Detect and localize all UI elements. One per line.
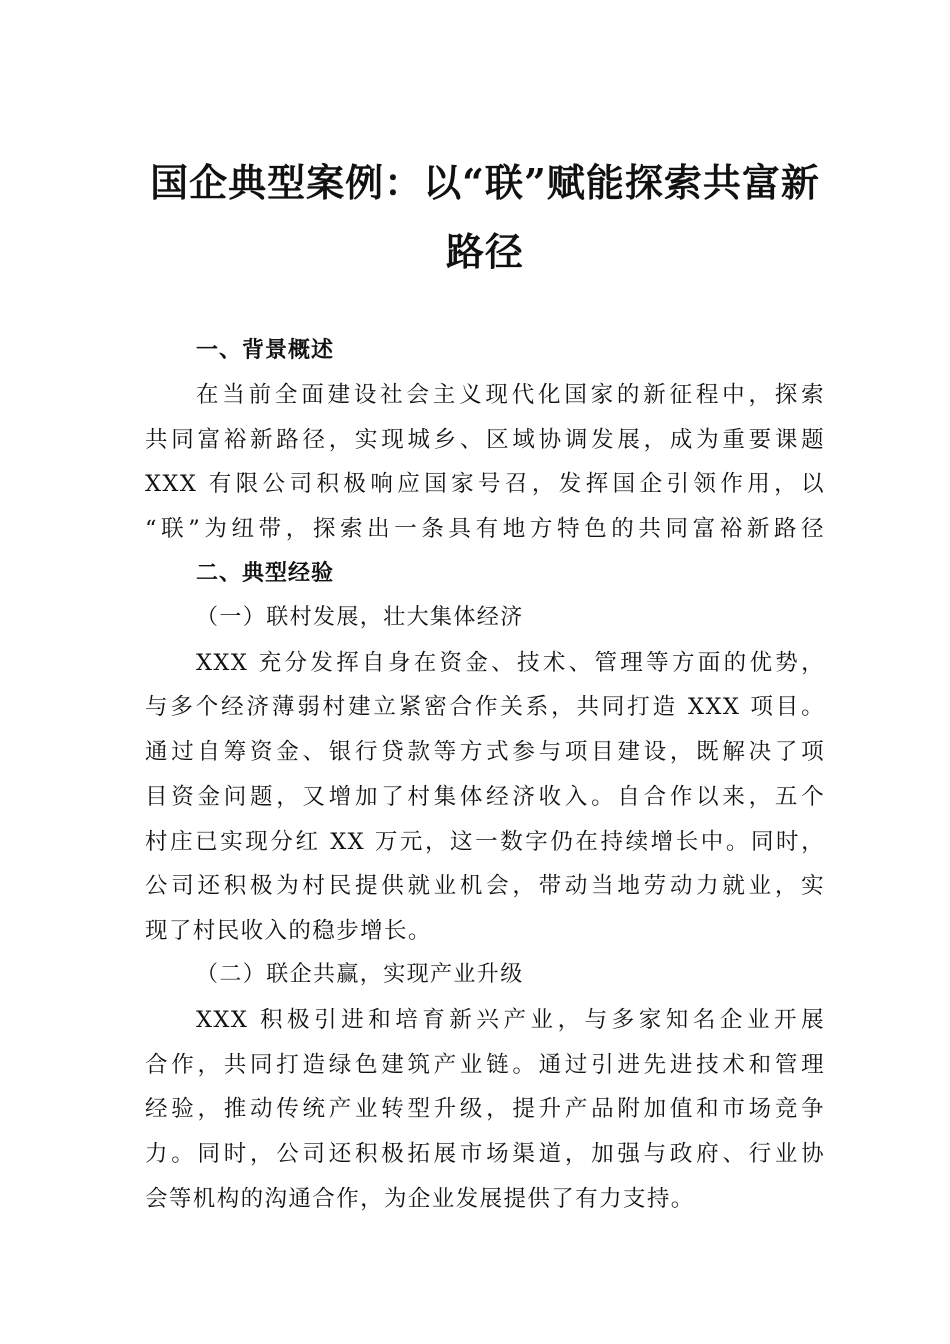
paragraph-line: 会等机构的沟通合作，为企业发展提供了有力支持。 xyxy=(145,1186,695,1212)
paragraph-line: 在当前全面建设社会主义现代化国家的新征程中，探索 xyxy=(196,382,825,408)
paragraph-line: 通过自筹资金、银行贷款等方式参与项目建设，既解决了项 xyxy=(145,739,825,765)
document-title-line-1: 国企典型案例：以“联”赋能探索共富新 xyxy=(150,160,820,205)
paragraph-line: XXX 有限公司积极响应国家号召，发挥国企引领作用，以 xyxy=(145,471,825,497)
paragraph-line: 村庄已实现分红 XX 万元，这一数字仍在持续增长中。同时， xyxy=(145,829,825,855)
paragraph-line: 与多个经济薄弱村建立紧密合作关系，共同打造 XXX 项目。 xyxy=(145,694,825,720)
paragraph-line: 共同富裕新路径，实现城乡、区域协调发展，成为重要课题 xyxy=(145,427,825,453)
paragraph-line: 合作，共同打造绿色建筑产业链。通过引进先进技术和管理 xyxy=(145,1052,825,1078)
section-heading-experience: 二、典型经验 xyxy=(196,561,335,586)
paragraph-line: “联”为纽带，探索出一条具有地方特色的共同富裕新路径 xyxy=(145,516,825,542)
document-title-line-2: 路径 xyxy=(445,229,524,274)
paragraph-line: 力。同时，公司还积极拓展市场渠道，加强与政府、行业协 xyxy=(145,1141,825,1167)
section-heading-background: 一、背景概述 xyxy=(196,338,335,363)
paragraph-line: 经验，推动传统产业转型升级，提升产品附加值和市场竞争 xyxy=(145,1096,825,1122)
paragraph-line: 目资金问题，又增加了村集体经济收入。自合作以来，五个 xyxy=(145,784,825,810)
paragraph-line: 公司还积极为村民提供就业机会，带动当地劳动力就业，实 xyxy=(145,873,825,899)
subsection-heading-village: （一）联村发展，壮大集体经济 xyxy=(196,605,524,630)
paragraph-line: XXX 充分发挥自身在资金、技术、管理等方面的优势， xyxy=(196,650,825,676)
paragraph-line: XXX 积极引进和培育新兴产业，与多家知名企业开展 xyxy=(196,1007,825,1033)
subsection-heading-enterprise: （二）联企共赢，实现产业升级 xyxy=(196,962,524,987)
paragraph-line: 现了村民收入的稳步增长。 xyxy=(145,918,432,944)
